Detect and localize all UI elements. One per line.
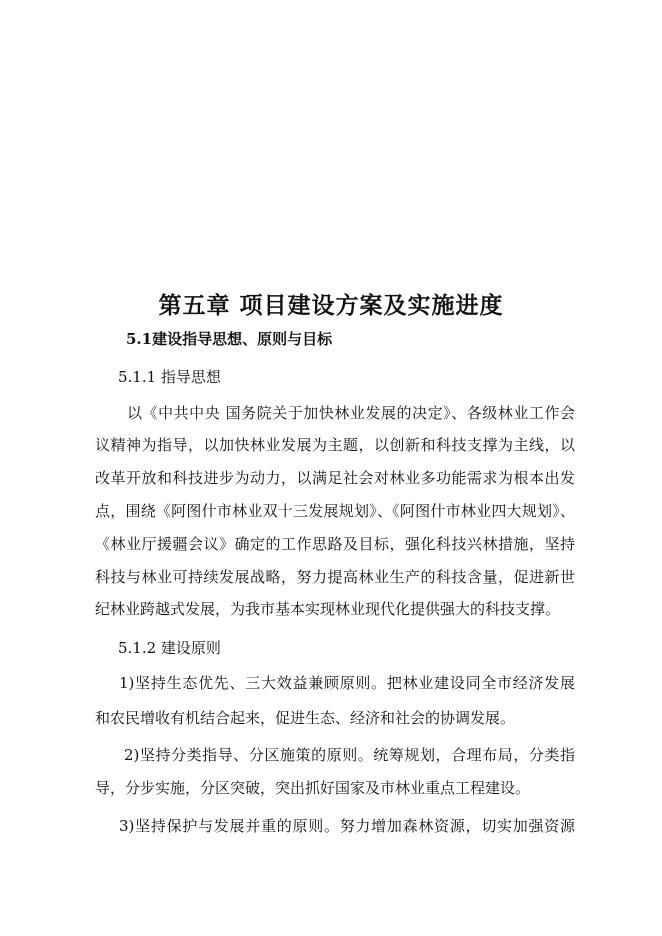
section-heading: 5.1建设指导思想、原则与目标 — [126, 330, 333, 348]
paragraph-line: 《林业厅援疆会议》确定的工作思路及目标，强化科技兴林措施，坚持 — [95, 535, 575, 553]
paragraph-line: 改革开放和科技进步为动力，以满足社会对林业多功能需求为根本出发 — [95, 469, 575, 487]
paragraph-line: 1)坚持生态优先、三大效益兼顾原则。把林业建设同全市经济发展 — [119, 674, 575, 692]
paragraph-line: 导，分步实施，分区突破，突出抓好国家及市林业重点工程建设。 — [95, 779, 531, 797]
paragraph-line: 点，围绕《阿图什市林业双十三发展规划》、《阿图什市林业四大规划》、 — [95, 502, 575, 520]
paragraph-line: 议精神为指导，以加快林业发展为主题，以创新和科技支撑为主线，以 — [95, 436, 575, 454]
paragraph-line: 3)坚持保护与发展并重的原则。努力增加森林资源，切实加强资源 — [119, 817, 575, 835]
paragraph-line: 以《中共中央 国务院关于加快林业发展的决定》、各级林业工作会 — [127, 404, 575, 422]
paragraph-line: 2)坚持分类指导、分区施策的原则。统筹规划，合理布局，分类指 — [124, 746, 575, 764]
subsection-heading-construction-principles: 5.1.2 建设原则 — [118, 639, 221, 657]
chapter-title: 第五章 项目建设方案及实施进度 — [158, 292, 504, 319]
paragraph-line: 科技与林业可持续发展战略，努力提高林业生产的科技含量，促进新世 — [95, 568, 575, 586]
subsection-heading-guiding-ideology: 5.1.1 指导思想 — [118, 368, 221, 386]
paragraph-line: 纪林业跨越式发展，为我市基本实现林业现代化提供强大的科技支撑。 — [95, 600, 561, 618]
paragraph-line: 和农民增收有机结合起来，促进生态、经济和社会的协调发展。 — [95, 709, 516, 727]
